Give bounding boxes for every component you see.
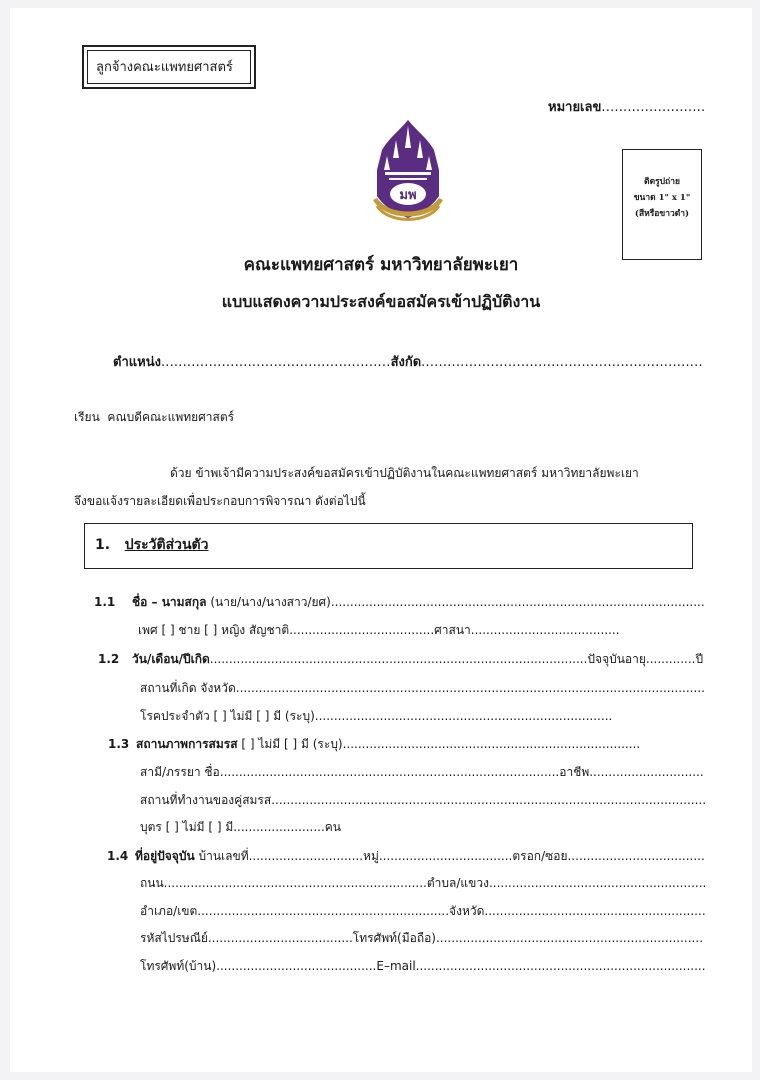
employee-type-label: ลูกจ้างคณะแพทยศาสตร์: [87, 50, 251, 84]
name-field[interactable]: (นาย/นาง/นางสาว/ยศ)..................................................................................................: [206, 595, 705, 609]
row-address: [107, 847, 705, 866]
section-header-personal: [84, 523, 693, 569]
birthdate-label: วัน/เดือน/ปีเกิด: [132, 652, 210, 666]
faculty-title: คณะแพทยศาสตร์ มหาวิทยาลัยพะเยา: [243, 255, 519, 275]
row-district[interactable]: อำเภอ/เขต..................................................................จังหวัด..........................................................: [140, 904, 706, 918]
row-number: 1.4: [107, 849, 129, 863]
position-line: [113, 351, 703, 372]
intro-line-2: จึงขอแจ้งรายละเอียดเพื่อประกอบการพิจารณา ดังต่อไปนี้: [74, 494, 366, 508]
intro-line-1: ด้วย ข้าพเจ้ามีความประสงค์ขอสมัครเข้าปฏิบัติงานในคณะแพทยศาสตร์ มหาวิทยาลัยพะเยา: [170, 466, 639, 480]
row-phone-email[interactable]: โทรศัพท์(บ้าน)..........................................E–mail............................................................................: [140, 959, 706, 973]
position-field[interactable]: .....................................................: [160, 355, 391, 370]
photo-instruction-3: (สีหรือขาวดำ): [634, 209, 690, 219]
photo-placeholder[interactable]: [622, 149, 702, 260]
employee-type-tag: [82, 45, 256, 89]
marital-status-field[interactable]: [ ] ไม่มี [ ] มี (ระบุ)..............................................................................: [237, 737, 641, 751]
photo-instruction-2: ขนาด 1" x 1": [633, 193, 691, 203]
address-label: ที่อยู่ปัจจุบัน: [135, 849, 195, 863]
row-postal-mobile[interactable]: รหัสไปรษณีย์......................................โทรศัพท์(มือถือ)......................................................................: [140, 931, 704, 945]
row-spouse[interactable]: สามี/ภรรยา ชื่อ.........................................................................................อาชีพ..............................: [140, 765, 704, 779]
row-birthplace[interactable]: สถานที่เกิด จังหวัด...........................................................................................................................: [140, 681, 705, 695]
photo-instruction-1: ติดรูปถ่าย: [644, 177, 680, 187]
salutation-recipient: คณบดีคณะแพทยศาสตร์: [107, 410, 235, 424]
row-gender-nationality[interactable]: เพศ [ ] ชาย [ ] หญิง สัญชาติ......................................ศาสนา.......................................: [138, 623, 620, 637]
form-title: แบบแสดงความประสงค์ขอสมัครเข้าปฏิบัติงาน: [221, 292, 541, 311]
document-number: [548, 96, 705, 117]
row-number: 1.1: [94, 595, 116, 609]
document-number-label: หมายเลข: [548, 100, 602, 115]
section-title: ประวัติส่วนตัว: [124, 537, 209, 553]
row-spouse-workplace[interactable]: สถานที่ทำงานของคู่สมรส..................................................................................................................: [140, 793, 707, 807]
marital-status-label: สถานภาพการสมรส: [136, 737, 238, 751]
salutation-prefix: เรียน: [74, 410, 100, 424]
birthdate-field[interactable]: ...................................................................................................ปัจจุบันอายุ.............ปี: [209, 652, 704, 666]
row-name: [94, 593, 705, 612]
row-road[interactable]: ถนน.....................................................................ตำบล/แขวง.........................................................: [140, 876, 707, 890]
address-house-field[interactable]: บ้านเลขที่..............................หมู่...................................ตรอก/ซอย....................................: [194, 849, 705, 863]
university-logo: [365, 118, 451, 230]
row-marital-status: [108, 735, 640, 754]
name-label: ชื่อ – นามสกุล: [132, 595, 207, 609]
form-page: [10, 8, 752, 1072]
section-number: 1.: [95, 537, 111, 553]
row-birthdate: [98, 650, 703, 669]
affiliation-field[interactable]: .................................................................: [421, 355, 703, 370]
salutation: [74, 408, 234, 427]
position-label: ตำแหน่ง: [113, 355, 161, 370]
row-children[interactable]: บุตร [ ] ไม่มี [ ] มี........................คน: [140, 820, 342, 834]
affiliation-label: สังกัด: [390, 355, 422, 370]
row-number: 1.2: [98, 652, 120, 666]
row-disease[interactable]: โรคประจำตัว [ ] ไม่มี [ ] มี (ระบุ)..............................................................................: [140, 709, 613, 723]
row-number: 1.3: [108, 737, 130, 751]
document-number-field[interactable]: ........................: [601, 100, 706, 115]
svg-text:มพ: มพ: [399, 188, 417, 203]
